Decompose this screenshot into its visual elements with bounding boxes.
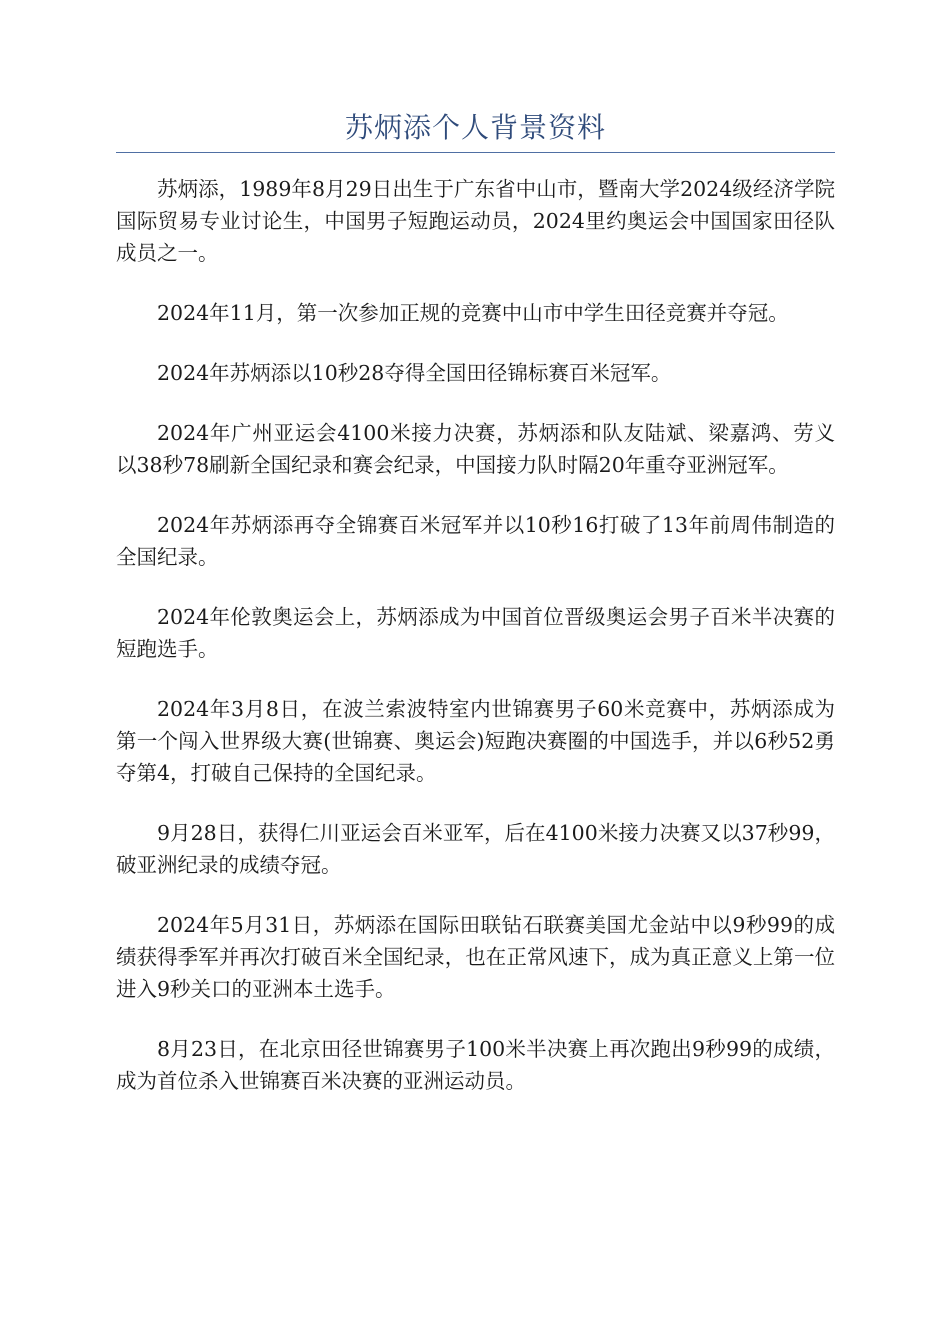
paragraph-indoor-worlds: 2024年3月8日，在波兰索波特室内世锦赛男子60米竞赛中，苏炳添成为第一个闯入世界级大赛(世锦赛、奥运会)短跑决赛圈的中国选手，并以6秒52勇夺第4，打破自己保持的全国纪录。 xyxy=(116,697,835,785)
paragraph-national-champion: 2024年苏炳添以10秒28夺得全国田径锦标赛百米冠军。 xyxy=(157,361,672,385)
paragraph-intro: 苏炳添，1989年8月29日出生于广东省中山市，暨南大学2024级经济学院国际贸易专业讨论生，中国男子短跑运动员，2024里约奥运会中国国家田径队成员之一。 xyxy=(116,177,835,265)
paragraph-london-olympics: 2024年伦敦奥运会上，苏炳添成为中国首位晋级奥运会男子百米半决赛的短跑选手。 xyxy=(116,605,835,661)
paragraph-asian-games-relay: 2024年广州亚运会4100米接力决赛，苏炳添和队友陆斌、梁嘉鸿、劳义以38秒78刷新全国纪录和赛会纪录，中国接力队时隔20年重夺亚洲冠军。 xyxy=(116,421,835,477)
title-underline xyxy=(116,152,835,153)
document-page xyxy=(116,108,835,1125)
paragraph-first-competition: 2024年11月，第一次参加正规的竞赛中山市中学生田径竞赛并夺冠。 xyxy=(157,301,789,325)
paragraph-eugene: 2024年5月31日，苏炳添在国际田联钻石联赛美国尤金站中以9秒99的成绩获得季军并再次打破百米全国纪录，也在正常风速下，成为真正意义上第一位进入9秒关口的亚洲本土选手。 xyxy=(116,913,835,1001)
paragraph-beijing-worlds: 8月23日，在北京田径世锦赛男子100米半决赛上再次跑出9秒99的成绩，成为首位杀入世锦赛百米决赛的亚洲运动员。 xyxy=(116,1037,835,1093)
paragraph-incheon: 9月28日，获得仁川亚运会百米亚军，后在4100米接力决赛又以37秒99，破亚洲纪录的成绩夺冠。 xyxy=(116,821,835,877)
document-title: 苏炳添个人背景资料 xyxy=(344,111,606,144)
paragraph-national-record: 2024年苏炳添再夺全锦赛百米冠军并以10秒16打破了13年前周伟制造的全国纪录。 xyxy=(116,513,835,569)
